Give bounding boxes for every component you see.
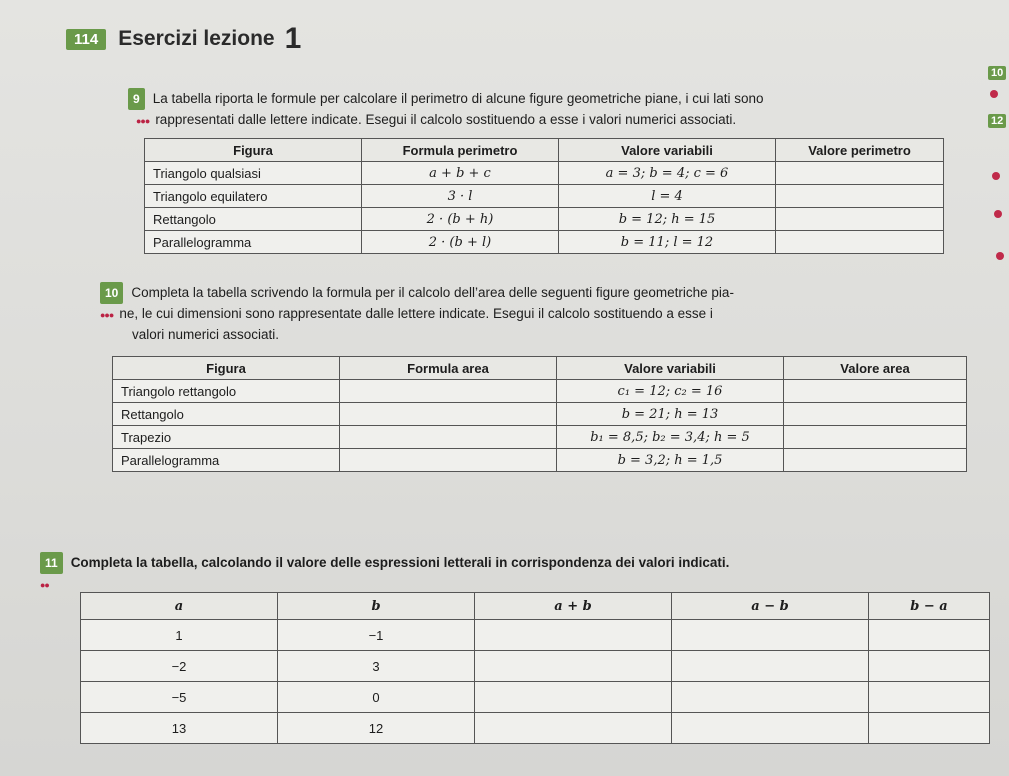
table-row bbox=[113, 449, 967, 472]
cell-answer[interactable] bbox=[475, 620, 672, 651]
cell-formula[interactable] bbox=[340, 449, 557, 472]
cell-values: b = 12; h = 15 bbox=[559, 208, 776, 231]
table-row bbox=[81, 713, 990, 744]
cell-a: −5 bbox=[81, 682, 278, 713]
table-row bbox=[113, 426, 967, 449]
cell-figure: Rettangolo bbox=[145, 208, 362, 231]
page-header bbox=[66, 22, 301, 56]
cell-figure: Parallelogramma bbox=[145, 231, 362, 254]
cell-formula: 2 · (b + l) bbox=[362, 231, 559, 254]
cell-figure: Triangolo equilatero bbox=[145, 185, 362, 208]
cell-answer[interactable] bbox=[475, 713, 672, 744]
cell-formula: a + b + c bbox=[362, 162, 559, 185]
perimeter-table bbox=[144, 138, 944, 254]
cell-values: a = 3; b = 4; c = 6 bbox=[559, 162, 776, 185]
cell-answer[interactable] bbox=[776, 162, 944, 185]
col-header: Valore variabili bbox=[557, 357, 784, 380]
cell-answer[interactable] bbox=[776, 185, 944, 208]
cell-values: b = 21; h = 13 bbox=[557, 403, 784, 426]
table-row bbox=[145, 162, 944, 185]
cell-a: −2 bbox=[81, 651, 278, 682]
cell-formula[interactable] bbox=[340, 403, 557, 426]
col-header: Valore perimetro bbox=[776, 139, 944, 162]
col-header: Figura bbox=[113, 357, 340, 380]
cell-values: b = 3,2; h = 1,5 bbox=[557, 449, 784, 472]
cell-formula: 3 · l bbox=[362, 185, 559, 208]
cell-formula[interactable] bbox=[340, 426, 557, 449]
cell-values: b₁ = 8,5; b₂ = 3,4; h = 5 bbox=[557, 426, 784, 449]
table-row bbox=[145, 231, 944, 254]
cell-answer[interactable] bbox=[784, 426, 967, 449]
cell-figure: Trapezio bbox=[113, 426, 340, 449]
exercise-10-line3: valori numerici associati. bbox=[132, 327, 280, 342]
cell-answer[interactable] bbox=[672, 651, 869, 682]
col-header: Formula area bbox=[340, 357, 557, 380]
cell-answer[interactable] bbox=[784, 449, 967, 472]
cell-answer[interactable] bbox=[475, 682, 672, 713]
exercise-10-line1: Completa la tabella scrivendo la formula per il calcolo dell’area delle seguenti figure geometriche pia- bbox=[131, 285, 734, 300]
exercise-9-line2: rappresentati dalle lettere indicate. Esegui il calcolo sostituendo a esse i valori numerici associati. bbox=[155, 112, 737, 127]
dot-icon bbox=[994, 210, 1002, 218]
page-title: Esercizi lezione bbox=[118, 27, 275, 50]
exercise-11-number: 11 bbox=[40, 552, 63, 574]
dot-icon bbox=[992, 172, 1000, 180]
col-header: a bbox=[81, 593, 278, 620]
cell-answer[interactable] bbox=[869, 651, 990, 682]
exercise-9-number: 9 bbox=[128, 88, 145, 110]
exercise-11-line1: Completa la tabella, calcolando il valore delle espressioni letterali in corrispondenza dei valori indicati. bbox=[70, 555, 730, 570]
cell-answer[interactable] bbox=[672, 713, 869, 744]
col-header: Valore variabili bbox=[559, 139, 776, 162]
cell-b: 0 bbox=[278, 682, 475, 713]
exercise-9-line1: La tabella riporta le formule per calcolare il perimetro di alcune figure geometriche piane, i cui lati sono bbox=[152, 91, 764, 106]
cell-formula[interactable] bbox=[340, 380, 557, 403]
cell-values: b = 11; l = 12 bbox=[559, 231, 776, 254]
cell-figure: Parallelogramma bbox=[113, 449, 340, 472]
cell-b: 3 bbox=[278, 651, 475, 682]
cell-b: −1 bbox=[278, 620, 475, 651]
cell-answer[interactable] bbox=[672, 682, 869, 713]
table-row bbox=[145, 208, 944, 231]
cell-answer[interactable] bbox=[869, 620, 990, 651]
table-row bbox=[81, 620, 990, 651]
col-header: Figura bbox=[145, 139, 362, 162]
exercise-9-text bbox=[128, 88, 928, 131]
table-row bbox=[113, 403, 967, 426]
cell-figure: Rettangolo bbox=[113, 403, 340, 426]
cell-b: 12 bbox=[278, 713, 475, 744]
cell-answer[interactable] bbox=[672, 620, 869, 651]
table-row bbox=[81, 651, 990, 682]
col-header: b bbox=[278, 593, 475, 620]
cell-answer[interactable] bbox=[869, 713, 990, 744]
area-table bbox=[112, 356, 967, 472]
cell-answer[interactable] bbox=[776, 208, 944, 231]
cell-answer[interactable] bbox=[475, 651, 672, 682]
dot-icon bbox=[990, 90, 998, 98]
col-header: Valore area bbox=[784, 357, 967, 380]
table-row bbox=[81, 682, 990, 713]
col-header: a + b bbox=[475, 593, 672, 620]
cell-answer[interactable] bbox=[784, 403, 967, 426]
table-row bbox=[113, 380, 967, 403]
cell-a: 1 bbox=[81, 620, 278, 651]
cell-figure: Triangolo qualsiasi bbox=[145, 162, 362, 185]
cell-figure: Triangolo rettangolo bbox=[113, 380, 340, 403]
cell-formula: 2 · (b + h) bbox=[362, 208, 559, 231]
difficulty-dots-icon: ●●● bbox=[136, 116, 150, 126]
cell-values: c₁ = 12; c₂ = 16 bbox=[557, 380, 784, 403]
exercise-10-text bbox=[100, 282, 980, 345]
side-exercise-number: 12 bbox=[988, 114, 1006, 128]
difficulty-dots-icon: ●● bbox=[40, 580, 49, 590]
cell-answer[interactable] bbox=[869, 682, 990, 713]
exercise-10-line2: ne, le cui dimensioni sono rappresentate dalle lettere indicate. Esegui il calcolo sostituendo a esse i bbox=[119, 306, 713, 321]
exercise-10-number: 10 bbox=[100, 282, 123, 304]
page-number: 114 bbox=[66, 29, 106, 50]
side-exercise-number: 10 bbox=[988, 66, 1006, 80]
table-row bbox=[145, 185, 944, 208]
cell-answer[interactable] bbox=[784, 380, 967, 403]
difficulty-dots-icon: ●●● bbox=[100, 310, 114, 320]
dot-icon bbox=[996, 252, 1004, 260]
lesson-number: 1 bbox=[284, 22, 302, 55]
cell-answer[interactable] bbox=[776, 231, 944, 254]
exercise-11-text bbox=[40, 552, 990, 595]
cell-a: 13 bbox=[81, 713, 278, 744]
col-header: b − a bbox=[869, 593, 990, 620]
cell-values: l = 4 bbox=[559, 185, 776, 208]
col-header: Formula perimetro bbox=[362, 139, 559, 162]
col-header: a − b bbox=[672, 593, 869, 620]
expressions-table bbox=[80, 592, 990, 744]
